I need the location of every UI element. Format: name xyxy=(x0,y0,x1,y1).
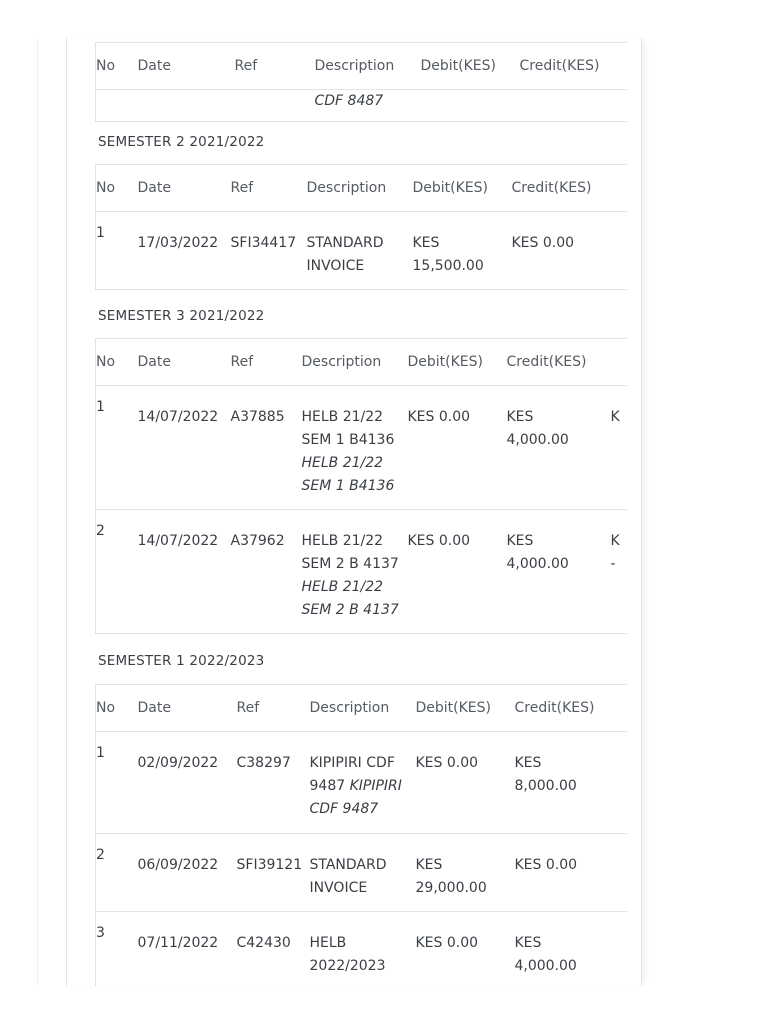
col-header-ref: Ref xyxy=(231,339,302,386)
section-title: SEMESTER 2 2021/2022 xyxy=(98,134,265,150)
section-title: SEMESTER 3 2021/2022 xyxy=(98,308,265,324)
col-header-description: Description xyxy=(307,165,413,212)
row-balance-fragment: K xyxy=(610,409,620,425)
row-credit: KES 0.00 xyxy=(514,857,578,873)
section-title: SEMESTER 1 2022/2023 xyxy=(98,653,265,669)
row-credit: KES 0.00 xyxy=(511,235,575,251)
row-debit: KES 0.00 xyxy=(415,935,479,951)
col-header-ref: Ref xyxy=(237,685,310,732)
col-header-credit: Credit(KES) xyxy=(515,685,623,732)
col-header-description: Description xyxy=(302,339,408,386)
row-description: STANDARD INVOICE xyxy=(309,857,387,896)
table-header-row xyxy=(96,685,628,732)
row-date: 17/03/2022 xyxy=(137,235,219,251)
statement-scroll-area[interactable] xyxy=(95,38,627,986)
row-debit: KES 15,500.00 xyxy=(412,235,484,274)
col-header-description: Description xyxy=(310,685,416,732)
row-number: 3 xyxy=(96,925,105,941)
table-header-row xyxy=(96,339,628,386)
row-description: KIPIPIRI CDF 9487 KIPIPIRI CDF 9487 xyxy=(309,755,402,817)
row-date: 14/07/2022 xyxy=(137,409,219,425)
page-left-rule xyxy=(37,38,38,986)
col-header-debit: Debit(KES) xyxy=(413,165,512,212)
row-debit: KES 29,000.00 xyxy=(415,857,487,896)
col-header-no: No xyxy=(96,43,138,90)
row-description: HELB 21/22 SEM 2 B 4137 HELB 21/22 SEM 2 B 4137 xyxy=(301,533,399,618)
row-date: 06/09/2022 xyxy=(137,857,219,873)
row-number: 1 xyxy=(96,745,105,761)
row-number: 2 xyxy=(96,847,105,863)
col-header-credit: Credit(KES) xyxy=(507,339,611,386)
row-balance-fragment: K - xyxy=(610,533,620,572)
row-debit: KES 0.00 xyxy=(407,533,471,549)
col-header-ref: Ref xyxy=(231,165,307,212)
ledger-table-sem3-2021 xyxy=(95,338,627,634)
col-header-debit: Debit(KES) xyxy=(408,339,507,386)
description-italic: CDF 8487 xyxy=(314,93,384,109)
row-number: 1 xyxy=(96,399,105,415)
row-description: HELB 2022/2023 xyxy=(309,935,386,974)
col-header-credit: Credit(KES) xyxy=(512,165,620,212)
col-header-ref: Ref xyxy=(235,43,315,90)
row-debit: KES 0.00 xyxy=(407,409,471,425)
row-number: 2 xyxy=(96,523,105,539)
col-header-no: No xyxy=(96,339,138,386)
col-header-date: Date xyxy=(138,43,235,90)
col-header-debit: Debit(KES) xyxy=(416,685,515,732)
row-ref: C38297 xyxy=(236,755,291,771)
row-ref: A37962 xyxy=(230,533,285,549)
table-header-row xyxy=(96,165,628,212)
col-header-debit: Debit(KES) xyxy=(421,43,520,90)
table-row xyxy=(96,90,628,122)
table-row xyxy=(96,912,628,987)
col-header-credit: Credit(KES) xyxy=(520,43,628,90)
col-header-no: No xyxy=(96,685,138,732)
row-credit: KES 8,000.00 xyxy=(514,755,577,794)
col-header-date: Date xyxy=(138,685,237,732)
ledger-table-sem1-2022 xyxy=(95,684,627,986)
row-number: 1 xyxy=(96,225,105,241)
row-description: STANDARD INVOICE xyxy=(306,235,384,274)
table-header-row xyxy=(96,43,628,90)
row-ref: A37885 xyxy=(230,409,285,425)
row-debit: KES 0.00 xyxy=(415,755,479,771)
col-header-description: Description xyxy=(315,43,421,90)
ledger-table-sem2-2021 xyxy=(95,164,627,290)
col-header-date: Date xyxy=(138,339,231,386)
row-ref: SFI39121 xyxy=(236,857,303,873)
table-row xyxy=(96,510,628,634)
table-row xyxy=(96,212,628,290)
row-date: 14/07/2022 xyxy=(137,533,219,549)
row-ref: C42430 xyxy=(236,935,291,951)
row-date: 02/09/2022 xyxy=(137,755,219,771)
row-description: HELB 21/22 SEM 1 B4136 HELB 21/22 SEM 1 B4136 xyxy=(301,409,395,494)
col-header-date: Date xyxy=(138,165,231,212)
ledger-table-previous xyxy=(95,42,627,122)
table-row xyxy=(96,386,628,510)
row-credit: KES 4,000.00 xyxy=(506,533,569,572)
table-row xyxy=(96,732,628,834)
row-credit: KES 4,000.00 xyxy=(514,935,577,974)
row-ref: SFI34417 xyxy=(230,235,297,251)
row-date: 07/11/2022 xyxy=(137,935,219,951)
row-credit: KES 4,000.00 xyxy=(506,409,569,448)
statement-card xyxy=(66,38,642,986)
col-header-no: No xyxy=(96,165,138,212)
table-row xyxy=(96,834,628,912)
